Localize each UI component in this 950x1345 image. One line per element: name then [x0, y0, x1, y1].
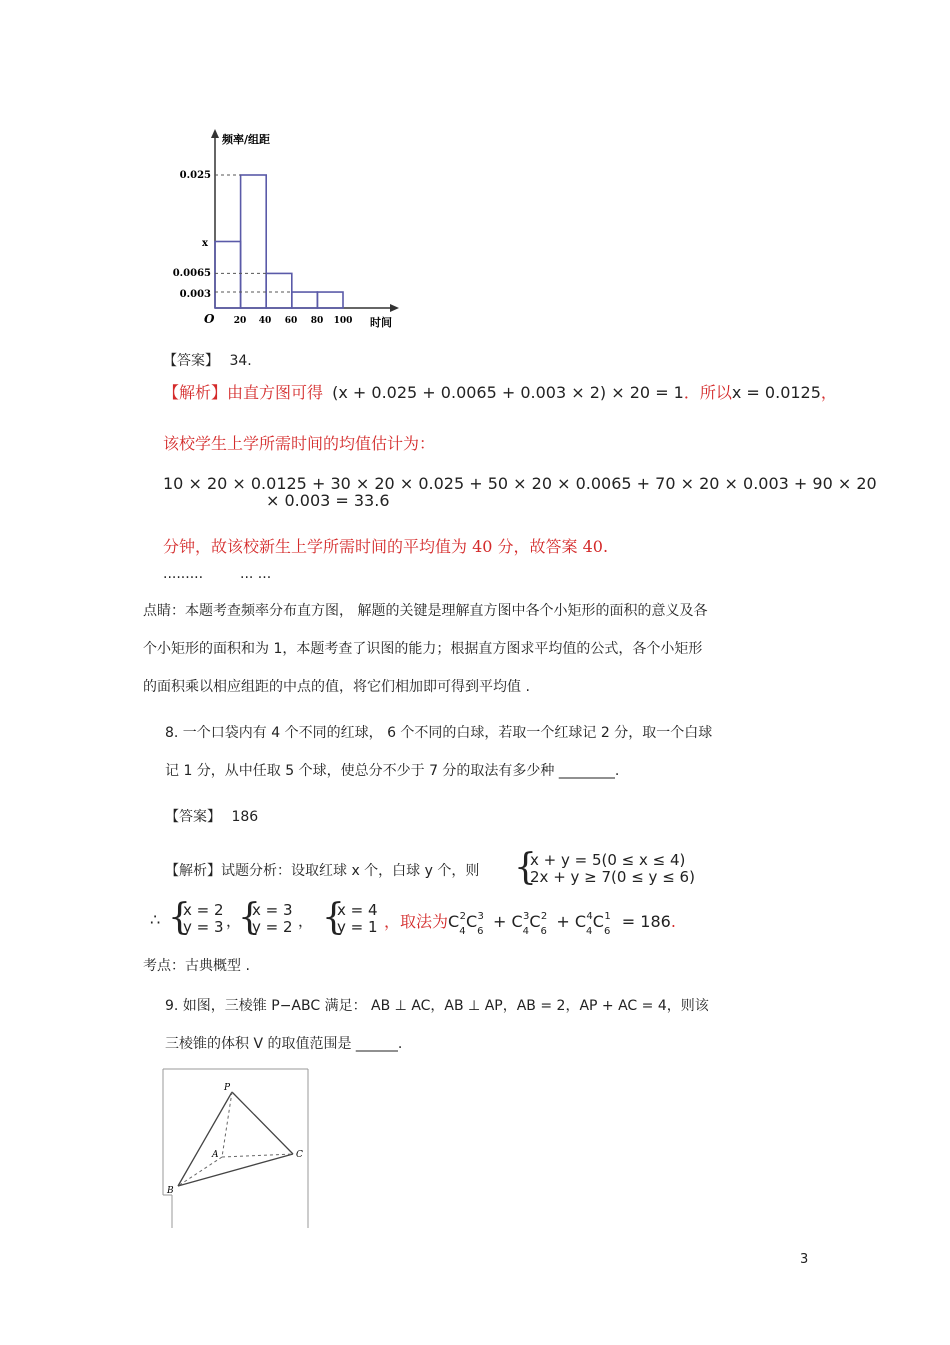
q7-mean-calc-line2: × 0.003 = 33.6: [266, 491, 390, 510]
q7-x-value: x = 0.0125: [731, 383, 821, 402]
tetrahedron-figure: [162, 1068, 310, 1230]
q8-answer: [165, 806, 258, 826]
q8-answer-value: 186: [231, 809, 259, 825]
edge-bc: [178, 1154, 293, 1186]
q8-system-brace: {: [514, 847, 537, 888]
histogram-bar-80-100: [317, 292, 343, 308]
q8-case3: [337, 902, 378, 936]
ytick-x: x: [202, 238, 208, 249]
label-b: B: [167, 1186, 174, 1196]
q7-answer-value: 34.: [229, 353, 252, 369]
q8-system: [530, 852, 695, 886]
q8-therefore: ∴: [150, 910, 161, 929]
q8-case2-b: y = 2: [252, 918, 293, 936]
ytick-0025: 0.025: [179, 170, 211, 181]
q8-case3-a: x = 4: [337, 901, 378, 919]
xtick-20: 20: [233, 316, 247, 326]
q8-combination-formula: $C_4^2C_6^3 + C_4^3C_6^2 + C_4^4C_6^1$: [448, 910, 611, 938]
xtick-80: 80: [310, 316, 324, 326]
histogram-axes: [211, 129, 399, 312]
edge-pc: [232, 1092, 293, 1154]
q7-comment-line3: 的面积乘以相应组距的中点的值，将它们相加即可得到平均值 .: [143, 679, 530, 695]
q8-method: [384, 909, 676, 938]
q9-line2: 三棱锥的体积 V 的取值范围是 ______.: [165, 1036, 403, 1052]
edge-ab: [178, 1157, 222, 1186]
histogram-ylabel: 频率/组距: [222, 133, 271, 146]
q7-comment-line1: 点睛：本题考查频率分布直方图， 解题的关键是理解直方图中各个小矩形的面积的意义及各: [143, 603, 708, 619]
histogram-bar-0-20: [215, 242, 241, 309]
edge-pb: [178, 1092, 232, 1186]
histogram-origin: O: [204, 312, 215, 326]
q8-case1-brace: {: [168, 897, 191, 938]
q7-so-text: ．所以: [683, 383, 732, 402]
q7-analysis-intro: 由直方图可得: [227, 383, 324, 402]
label-a: A: [212, 1150, 219, 1160]
xtick-60: 60: [284, 316, 298, 326]
label-c: C: [296, 1150, 303, 1160]
q7-comma: ，: [820, 383, 837, 402]
xtick-100: 100: [333, 316, 353, 326]
q8-case2: [252, 902, 293, 936]
page-number: 3: [800, 1252, 809, 1267]
q8-line1: 8. 一个口袋内有 4 个不同的红球， 6 个不同的白球，若取一个红球记 2 分，取一个白球: [165, 725, 713, 741]
histogram-bars: [215, 175, 343, 308]
q7-analysis-label: 【解析】: [163, 383, 228, 402]
histogram-bar-20-40: [241, 175, 267, 308]
q8-analysis-prefix: 【解析】试题分析：设取红球 x 个，白球 y 个，则: [165, 863, 480, 879]
q7-mean-intro: 该校学生上学所需时间的均值估计为：: [163, 434, 436, 453]
q8-case1-a: x = 2: [183, 901, 224, 919]
q8-case1: [183, 902, 224, 936]
q8-method-label: ，取法为: [384, 912, 449, 931]
histogram-bar-60-80: [292, 292, 318, 308]
q7-analysis-line: [163, 380, 837, 403]
q7-equation: (x + 0.025 + 0.0065 + 0.003 × 2) × 20 = 1: [332, 383, 684, 402]
q8-period: .: [670, 912, 676, 931]
q7-comment-line2: 个小矩形的面积和为 1，本题考查了识图的能力；根据直方图求平均值的公式，各个小矩形: [143, 641, 703, 657]
frequency-histogram: [170, 125, 410, 335]
q8-case-sep-2: ，: [298, 912, 314, 930]
q7-conclusion: 分钟，故该校新生上学所需时间的平均值为 40 分，故答案 40.: [163, 537, 609, 556]
q7-answer-label: 【答案】: [163, 353, 219, 369]
histogram-xlabel: 时间: [370, 316, 392, 329]
q8-system-line2: 2x + y ≥ 7(0 ≤ y ≤ 6): [530, 868, 695, 886]
q7-dots-1: .........: [163, 566, 204, 582]
q8-case1-b: y = 3: [183, 918, 224, 936]
q8-answer-label: 【答案】: [165, 809, 221, 825]
xtick-40: 40: [258, 316, 272, 326]
q7-dots-2: ... ...: [240, 566, 272, 582]
q8-system-line1: x + y = 5(0 ≤ x ≤ 4): [530, 851, 686, 869]
histogram-bar-40-60: [266, 273, 292, 308]
q8-case3-b: y = 1: [337, 918, 378, 936]
q8-case2-brace: {: [238, 897, 261, 938]
histogram-guides: [215, 175, 292, 292]
q8-kaodian: 考点：古典概型 .: [143, 958, 250, 974]
q9-line1: 9. 如图，三棱锥 P−ABC 满足： AB ⊥ AC，AB ⊥ AP，AB = 2，AP + AC = 4，则该: [165, 998, 709, 1014]
q7-answer: [163, 350, 252, 370]
ytick-0003: 0.003: [179, 289, 211, 300]
ytick-00065: 0.0065: [172, 268, 211, 279]
q7-mean-calc-line1: 10 × 20 × 0.0125 + 30 × 20 × 0.025 + 50 × 20 × 0.0065 + 70 × 20 × 0.003 + 90 × 20: [163, 474, 877, 493]
figure-frame: [163, 1069, 308, 1228]
q8-case2-a: x = 3: [252, 901, 293, 919]
q8-line2: 记 1 分，从中任取 5 个球，使总分不少于 7 分的取法有多少种 ________.: [165, 763, 620, 779]
q8-result: = 186: [621, 912, 671, 931]
q8-case-sep-1: ，: [226, 912, 242, 930]
q8-case3-brace: {: [322, 897, 345, 938]
label-p: P: [224, 1083, 231, 1093]
